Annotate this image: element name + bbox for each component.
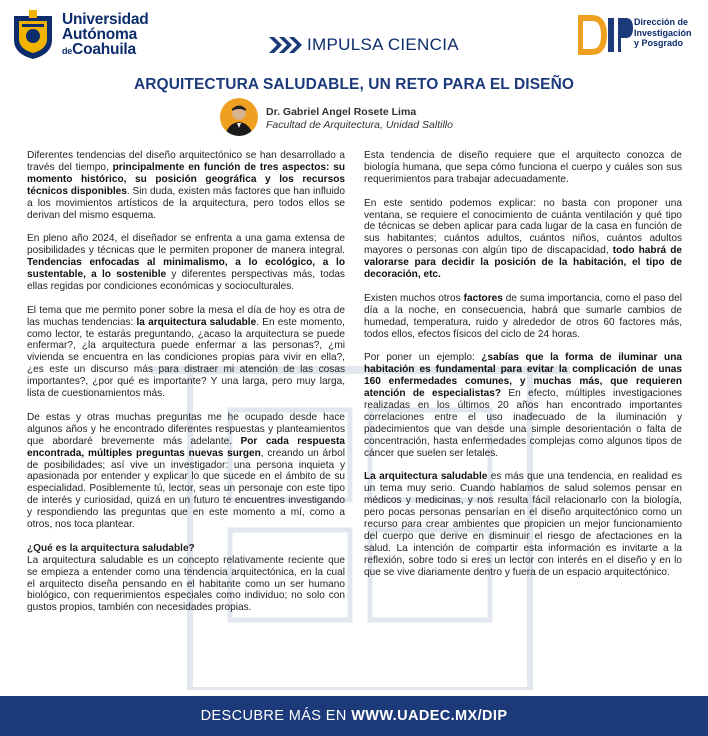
university-line2: Autónoma — [62, 26, 138, 43]
dip-logo-icon — [578, 14, 634, 56]
university-name — [62, 12, 149, 59]
chevrons-right-icon — [268, 36, 302, 54]
paragraph: En pleno año 2024, el diseñador se enfrenta a una gama extensa de posibilidades y técnicas que le permiten proponer de manera integral. Tendencias enfocadas al minimalismo, a lo ecológico, a lo sustentable, a lo sostenible y diferentes perspectivas más, todas ellas regidas por condiciones económicas y socioculturales. — [27, 233, 345, 292]
paragraph: La arquitectura saludable es un concepto relativamente reciente que se empieza a entender como una tendencia arquitectónica, en la cual el arquitecto diseña pensando en el habitante como un ser humano biológico, con requerimientos especiales como individuo; no solo con gustos propios, también con necesidades propias. — [27, 554, 345, 614]
paragraph: La arquitectura saludable es más que una tendencia, en realidad es un tema muy serio. Cuando hablamos de salud solemos pensar en médicos y medicinas, y nos resulta fácil relacionarlo con la biología, pero pocas personas pensarían en el diseño arquitectónico como un recurso para crear ambientes que propicien un mejor funcionamiento del cuerpo que derive en disminuir el riesgo de afectaciones en la salud. La intención de compartir esta información es invitarte a la reflexión, sobre todo si eres un lector con interés en el diseño y en lo que se vive diariamente dentro y fuera de un espacio arquitectónico. — [364, 471, 682, 578]
person-icon — [220, 98, 258, 136]
author-affiliation: Facultad de Arquitectura, Unidad Saltillo — [266, 119, 453, 131]
paragraph: El tema que me permito poner sobre la mesa el día de hoy es otra de las muchas tendencias: la arquitectura saludable. En este momento, como lector, te estarás preguntando, ¿acaso la arquitectura se puede enfermar?, ¿la arquitectura puede enfermar a las personas?, ¿mi vivienda se encuentra en las condiciones propias para vivir en ella?, ¿es este un discurso más para distraer mi atención de las cosas importantes?, ¿por qué es importante? Y una larga, pero muy larga, lista de cuestionamientos más. — [27, 304, 345, 400]
university-crest-icon — [10, 10, 56, 60]
dip-line2: Investigación — [634, 27, 692, 38]
paragraph: Existen muchos otros factores de suma importancia, como el paso del día a la noche, en consecuencia, habrá que sumarle cambios de humedad, temperatura, ruido y alrededor de otros 60 factores más, todos ellos, efectos físicos del ciclo de 24 horas. — [364, 292, 683, 340]
article-title: ARQUITECTURA SALUDABLE, UN RETO PARA EL DISEÑO — [133, 76, 575, 93]
author-avatar — [220, 98, 258, 136]
dip-name — [634, 17, 692, 49]
university-line3: Coahuila — [72, 41, 136, 58]
paragraph: De estas y otras muchas preguntas me he ocupado desde hace algunos años y he encontrado diferentes respuestas y planteamientos que abordaré brevemente más adelante. Por cada respuesta encontrada, múltiples preguntas nuevas surgen, creando un árbol de posibilidades; así vive un investigador: una persona inquieta y apasionada por entender y explicar lo que sucede en el ámbito de su especialidad. Posiblemente tú, lector, seas un personaje con este tipo de interés y curiosidad, quizá en un futuro te encuentres investigando y respondiendo las preguntas que en este momento a mí, como a otros, nos toca plantear. — [27, 411, 346, 531]
footer-banner — [0, 696, 708, 736]
paragraph: Por poner un ejemplo: ¿sabías que la forma de iluminar una habitación es fundamental para evitar la complicación de unas 160 enfermedades comunes, y muchas más, que requieren atención de especialistas? En efecto, múltiples investigaciones realizadas en los últimos 20 años han encontrado importantes correlaciones entre el uso inadecuado de la iluminación y padecimientos que van desde una simple desorientación o falta de concentración, hasta enfermedades complejas como algunos tipos de cáncer que suelen ser letales. — [364, 352, 683, 459]
footer-url-link[interactable]: WWW.UADEC.MX/DIP — [351, 708, 508, 724]
university-line3-prefix: de — [62, 46, 73, 56]
university-line1: Universidad — [62, 11, 149, 28]
section-subheading: ¿Qué es la arquitectura saludable? — [27, 542, 195, 554]
author-name: Dr. Gabriel Angel Rosete Lima — [266, 106, 417, 118]
page-header — [0, 0, 708, 70]
footer-prefix: DESCUBRE MÁS EN — [200, 708, 352, 724]
article-column-right — [364, 150, 682, 590]
dip-line1: Dirección de — [634, 17, 689, 27]
dip-line3: y Posgrado — [634, 38, 684, 48]
article-column-left — [27, 150, 345, 626]
section-label-text: IMPULSA CIENCIA — [307, 35, 459, 54]
paragraph: En este sentido podemos explicar: no basta con proponer una ventana, se requiere el conocimiento de cuánta ventilación y qué tipo de técnicas se deben aplicar para cada lugar de la casa en función de sus habitantes; cuántos adultos, cuántos niños, cuántos adultos mayores o personas con algún tipo de discapacidad, todo habrá de valorarse para decidir la posición de la habitación, el tipo de decoración, etc. — [364, 197, 682, 281]
paragraph: Diferentes tendencias del diseño arquitectónico se han desarrollado a través del tiempo, principalmente en función de tres aspectos: su momento histórico, su posición geográfica y los recursos técnicos disponibles. Sin duda, existen más factores que han influido a los movimientos artísticos de la arquitectura, pero todos ellos se derivan del mismo esquema. — [27, 150, 345, 221]
section-label — [268, 35, 459, 55]
paragraph: Esta tendencia de diseño requiere que el arquitecto conozca de biología humana, que sepa cómo funciona el cuerpo y cuáles son sus requerimientos para trabajar adecuadamente. — [364, 150, 682, 185]
